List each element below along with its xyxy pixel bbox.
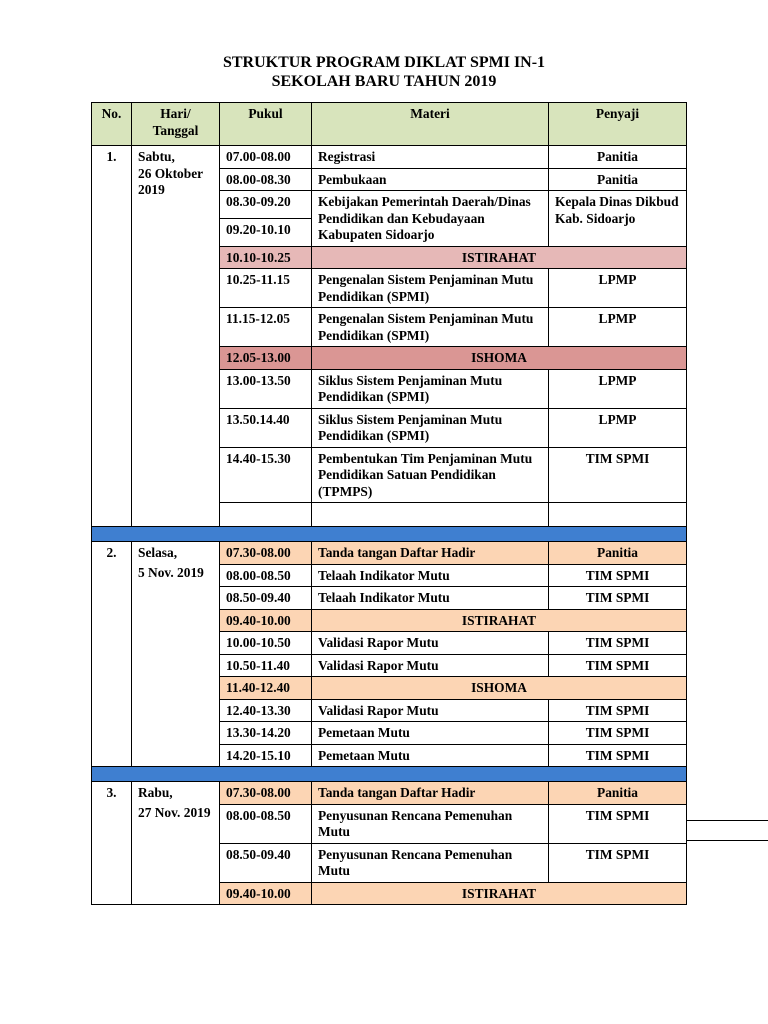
time-cell: 13.30-14.20 bbox=[220, 722, 312, 745]
time-cell: 12.05-13.00 bbox=[220, 347, 312, 370]
empty-cell bbox=[549, 503, 687, 527]
time-cell: 10.50-11.40 bbox=[220, 654, 312, 677]
time-cell: 08.00-08.30 bbox=[220, 168, 312, 191]
break-label: ISHOMA bbox=[312, 347, 687, 370]
presenter-cell: TIM SPMI bbox=[549, 843, 687, 882]
presenter-cell: TIM SPMI bbox=[549, 632, 687, 655]
time-cell: 07.00-08.00 bbox=[220, 146, 312, 169]
presenter-cell: TIM SPMI bbox=[549, 587, 687, 610]
presenter-cell: TIM SPMI bbox=[549, 564, 687, 587]
day-date: 27 Nov. 2019 bbox=[138, 804, 211, 820]
material-cell: Validasi Rapor Mutu bbox=[312, 699, 549, 722]
presenter-cell: TIM SPMI bbox=[549, 699, 687, 722]
presenter-cell: LPMP bbox=[549, 308, 687, 347]
table-row bbox=[92, 146, 687, 169]
material-cell: Validasi Rapor Mutu bbox=[312, 654, 549, 677]
day-number: 3. bbox=[92, 782, 132, 905]
presenter-cell: Panitia bbox=[549, 168, 687, 191]
time-cell: 09.40-10.00 bbox=[220, 882, 312, 905]
table-row bbox=[92, 542, 687, 565]
time-cell: 07.30-08.00 bbox=[220, 542, 312, 565]
presenter-cell: Panitia bbox=[549, 146, 687, 169]
time-cell: 08.50-09.40 bbox=[220, 587, 312, 610]
table-row bbox=[92, 782, 687, 805]
presenter-cell: LPMP bbox=[549, 269, 687, 308]
time-cell: 07.30-08.00 bbox=[220, 782, 312, 805]
presenter-cell: TIM SPMI bbox=[549, 654, 687, 677]
material-cell: Penyusunan Rencana Pemenuhan Mutu bbox=[312, 804, 549, 843]
document-title: STRUKTUR PROGRAM DIKLAT SPMI IN-1 bbox=[222, 54, 546, 71]
day-number: 2. bbox=[92, 542, 132, 767]
day-number: 1. bbox=[92, 146, 132, 527]
header-material: Materi bbox=[312, 103, 549, 146]
material-cell: Pembentukan Tim Penjaminan Mutu Pendidikan Satuan Pendidikan (TPMPS) bbox=[312, 447, 549, 503]
time-cell: 09.40-10.00 bbox=[220, 609, 312, 632]
day-date-cell bbox=[132, 146, 220, 527]
empty-cell bbox=[220, 503, 312, 527]
material-cell: Pembukaan bbox=[312, 168, 549, 191]
day-name: Rabu, bbox=[138, 785, 173, 800]
break-label: ISTIRAHAT bbox=[312, 882, 687, 905]
day-name: Sabtu, bbox=[138, 149, 175, 164]
margin-line bbox=[686, 820, 768, 821]
time-cell: 09.20-10.10 bbox=[220, 218, 312, 246]
time-cell: 12.40-13.30 bbox=[220, 699, 312, 722]
material-cell: Kebijakan Pemerintah Daerah/Dinas Pendidikan dan Kebudayaan Kabupaten Sidoarjo bbox=[312, 191, 549, 247]
time-cell: 08.50-09.40 bbox=[220, 843, 312, 882]
presenter-cell: TIM SPMI bbox=[549, 744, 687, 767]
material-cell: Tanda tangan Daftar Hadir bbox=[312, 542, 549, 565]
separator-bar bbox=[92, 767, 687, 782]
material-cell: Telaah Indikator Mutu bbox=[312, 564, 549, 587]
separator-bar bbox=[92, 527, 687, 542]
material-cell: Tanda tangan Daftar Hadir bbox=[312, 782, 549, 805]
presenter-cell: Panitia bbox=[549, 542, 687, 565]
time-cell: 13.50.14.40 bbox=[220, 408, 312, 447]
time-cell: 14.20-15.10 bbox=[220, 744, 312, 767]
time-cell: 13.00-13.50 bbox=[220, 369, 312, 408]
time-cell: 14.40-15.30 bbox=[220, 447, 312, 503]
presenter-cell: Kepala Dinas Dikbud Kab. Sidoarjo bbox=[549, 191, 687, 247]
header-day: Hari/ Tanggal bbox=[132, 103, 220, 146]
presenter-cell: TIM SPMI bbox=[549, 447, 687, 503]
presenter-cell: Panitia bbox=[549, 782, 687, 805]
time-cell: 08.00-08.50 bbox=[220, 804, 312, 843]
material-cell: Siklus Sistem Penjaminan Mutu Pendidikan (SPMI) bbox=[312, 408, 549, 447]
material-cell: Pemetaan Mutu bbox=[312, 744, 549, 767]
material-cell: Pengenalan Sistem Penjaminan Mutu Pendidikan (SPMI) bbox=[312, 308, 549, 347]
day-date-cell bbox=[132, 782, 220, 905]
material-cell: Pemetaan Mutu bbox=[312, 722, 549, 745]
time-cell: 10.25-11.15 bbox=[220, 269, 312, 308]
material-cell: Pengenalan Sistem Penjaminan Mutu Pendidikan (SPMI) bbox=[312, 269, 549, 308]
time-cell: 08.30-09.20 bbox=[220, 191, 312, 219]
header-presenter: Penyaji bbox=[549, 103, 687, 146]
time-cell: 08.00-08.50 bbox=[220, 564, 312, 587]
break-label: ISTIRAHAT bbox=[312, 246, 687, 269]
material-cell: Telaah Indikator Mutu bbox=[312, 587, 549, 610]
time-cell: 11.40-12.40 bbox=[220, 677, 312, 700]
header-time: Pukul bbox=[220, 103, 312, 146]
document-subtitle: SEKOLAH BARU TAHUN 2019 bbox=[271, 73, 497, 90]
day-separator bbox=[92, 527, 687, 542]
header-no: No. bbox=[92, 103, 132, 146]
presenter-cell: LPMP bbox=[549, 369, 687, 408]
day-name: Selasa, bbox=[138, 545, 178, 560]
time-cell: 10.00-10.50 bbox=[220, 632, 312, 655]
day-date: 5 Nov. 2019 bbox=[138, 564, 204, 580]
day-date: 26 Oktober 2019 bbox=[138, 165, 203, 197]
header-row bbox=[92, 103, 687, 146]
break-label: ISTIRAHAT bbox=[312, 609, 687, 632]
break-label: ISHOMA bbox=[312, 677, 687, 700]
material-cell: Registrasi bbox=[312, 146, 549, 169]
material-cell: Siklus Sistem Penjaminan Mutu Pendidikan (SPMI) bbox=[312, 369, 549, 408]
margin-line bbox=[686, 840, 768, 841]
presenter-cell: TIM SPMI bbox=[549, 722, 687, 745]
day-date-cell bbox=[132, 542, 220, 767]
time-cell: 10.10-10.25 bbox=[220, 246, 312, 269]
presenter-cell: LPMP bbox=[549, 408, 687, 447]
presenter-cell: TIM SPMI bbox=[549, 804, 687, 843]
material-cell: Validasi Rapor Mutu bbox=[312, 632, 549, 655]
material-cell: Penyusunan Rencana Pemenuhan Mutu bbox=[312, 843, 549, 882]
time-cell: 11.15-12.05 bbox=[220, 308, 312, 347]
day-separator bbox=[92, 767, 687, 782]
schedule-table bbox=[91, 102, 687, 905]
empty-cell bbox=[312, 503, 549, 527]
